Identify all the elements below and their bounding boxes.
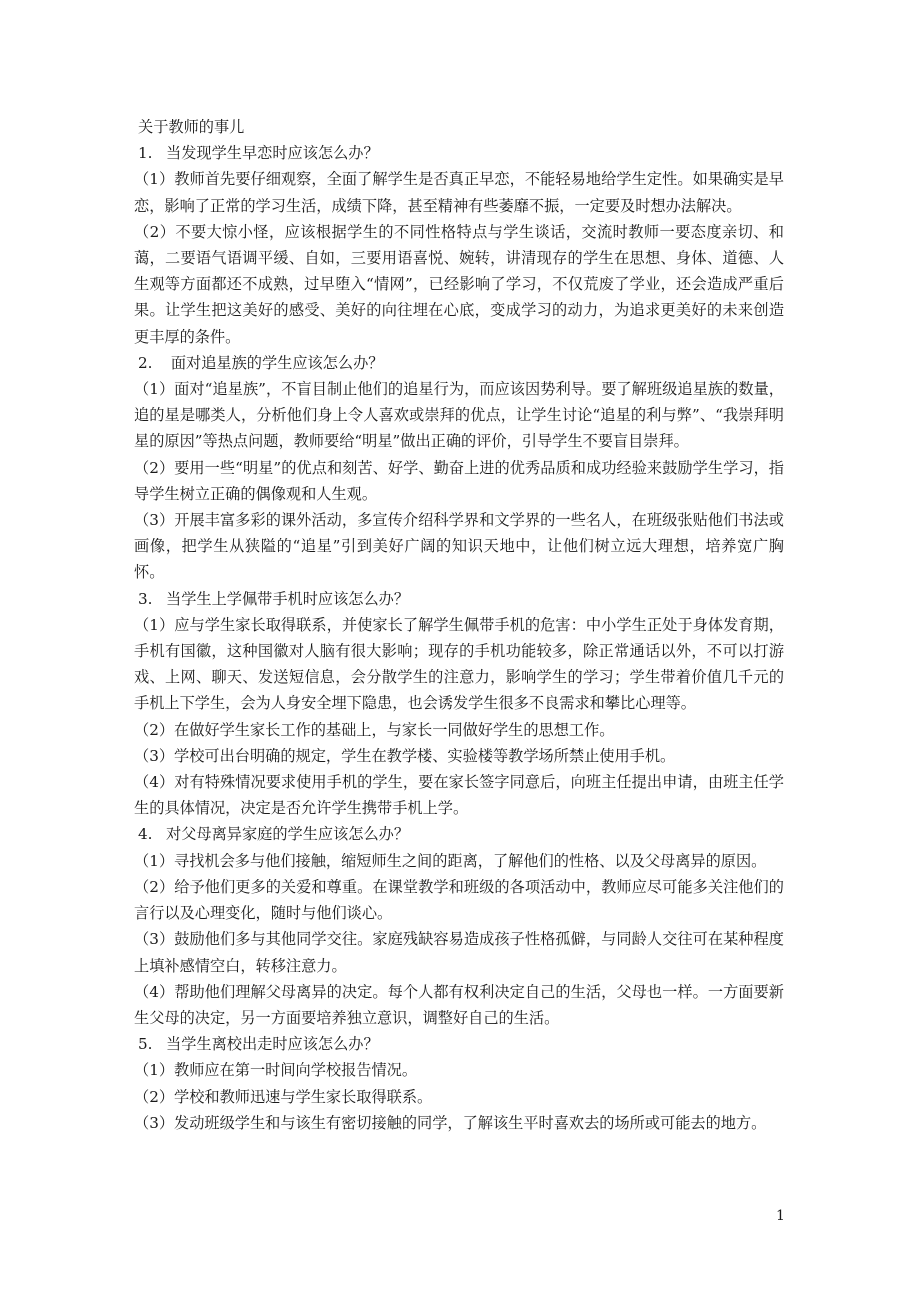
section-heading-text: 当发现学生早恋时应该怎么办？ [166, 144, 379, 163]
paragraph: （2）要用一些“明星”的优点和刻苦、好学、勤奋上进的优秀品质和成功经验来鼓励学生学习，指导学生树立正确的偶像观和人生观。 [134, 458, 784, 503]
section-number: 1. [138, 144, 153, 163]
section-heading [138, 586, 784, 612]
section-heading [138, 1031, 784, 1057]
page-number: 1 [776, 1208, 785, 1224]
paragraph: （2）在做好学生家长工作的基础上，与家长一同做好学生的思想工作。 [134, 720, 615, 739]
section-heading-text: 当学生离校出走时应该怎么办？ [166, 1035, 379, 1054]
paragraph: （1）教师应在第一时间向学校报告情况。 [134, 1061, 418, 1080]
section-1 [134, 140, 784, 350]
document-title: 关于教师的事儿 [138, 118, 245, 136]
paragraph: （1）应与学生家长取得联系，并使家长了解学生佩带手机的危害：中小学生正处于身体发育期，手机有国徽，这种国徽对人脑有很大影响；现存的手机功能较多，除正常通话以外，不可以打游戏、上网、聊天、发送短信息，会分散学生的注意力，影响学生的学习；学生带着价值几千元的手机上下学生，会为人身安全埋下隐患，也会诱发学生很多不良需求和攀比心理等。 [134, 615, 784, 713]
paragraph: （2）给予他们更多的关爱和尊重。在课堂教学和班级的各项活动中，教师应尽可能多关注他们的言行以及心理变化，随时与他们谈心。 [134, 877, 784, 923]
section-heading-text: 当学生上学佩带手机时应该怎么办？ [166, 589, 409, 608]
paragraph: （3）学校可出台明确的规定，学生在教学楼、实验楼等教学场所禁止使用手机。 [134, 746, 676, 765]
section-4 [134, 821, 784, 1031]
paragraph: （3）鼓励他们多与其他同学交往。家庭残缺容易造成孩子性格孤僻，与同龄人交往可在某种程度上填补感情空白，转移注意力。 [134, 930, 784, 975]
section-heading [138, 350, 784, 376]
section-number: 5. [138, 1035, 153, 1054]
section-2 [134, 350, 784, 586]
section-heading [138, 821, 784, 847]
section-heading-text: 对父母离异家庭的学生应该怎么办？ [166, 825, 409, 844]
section-heading [138, 140, 784, 166]
paragraph: （1）寻找机会多与他们接触，缩短师生之间的距离，了解他们的性格、以及父母离异的原因。 [134, 851, 767, 870]
paragraph: （1）面对“追星族”，不盲目制止他们的追星行为，而应该因势利导。要了解班级追星族的数量，追的星是哪类人，分析他们身上令人喜欢或崇拜的优点，让学生讨论“追星的利与弊”、“我崇拜明星的原因”等热点问题，教师要给“明星”做出正确的评价，引导学生不要盲目崇拜。 [134, 380, 784, 451]
paragraph: （2）学校和教师迅速与学生家长取得联系。 [134, 1087, 433, 1106]
document-body [134, 114, 784, 1136]
paragraph: （3）发动班级学生和与该生有密切接触的同学，了解该生平时喜欢去的场所或可能去的地方。 [134, 1113, 767, 1132]
paragraph: （2）不要大惊小怪，应该根据学生的不同性格特点与学生谈话，交流时教师一要态度亲切、和蔼，二要语气语调平缓、自如，三要用语喜悦、婉转，讲清现存的学生在思想、身体、道德、人生观等方面都还不成熟，过早堕入“情网”，已经影响了学习，不仅荒废了学业，还会造成严重后果。让学生把这美好的感受、美好的向往埋在心底，变成学习的动力，为追求更美好的未来创造更丰厚的条件。 [134, 222, 784, 346]
paragraph: （4）对有特殊情况要求使用手机的学生，要在家长签字同意后，向班主任提出申请，由班主任学生的具体情况，决定是否允许学生携带手机上学。 [134, 773, 784, 818]
section-5 [134, 1031, 784, 1136]
section-number: 3. [138, 589, 153, 608]
section-number: 2. [138, 353, 153, 372]
section-3 [134, 586, 784, 822]
section-number: 4. [138, 825, 153, 844]
paragraph: （1）教师首先要仔细观察，全面了解学生是否真正早恋，不能轻易地给学生定性。如果确实是早恋，影响了正常的学习生活，成绩下降，甚至精神有些萎靡不振，一定要及时想办法解决。 [134, 170, 784, 215]
paragraph: （4）帮助他们理解父母离异的决定。每个人都有权利决定自己的生活，父母也一样。一方面要新生父母的决定，另一方面要培养独立意识，调整好自己的生活。 [134, 982, 784, 1027]
paragraph: （3）开展丰富多彩的课外活动，多宣传介绍科学界和文学界的一些名人，在班级张贴他们书法或画像，把学生从狭隘的“追星”引到美好广阔的知识天地中，让他们树立远大理想，培养宽广胸怀。 [134, 511, 784, 582]
section-heading-text: 面对追星族的学生应该怎么办？ [166, 353, 384, 372]
